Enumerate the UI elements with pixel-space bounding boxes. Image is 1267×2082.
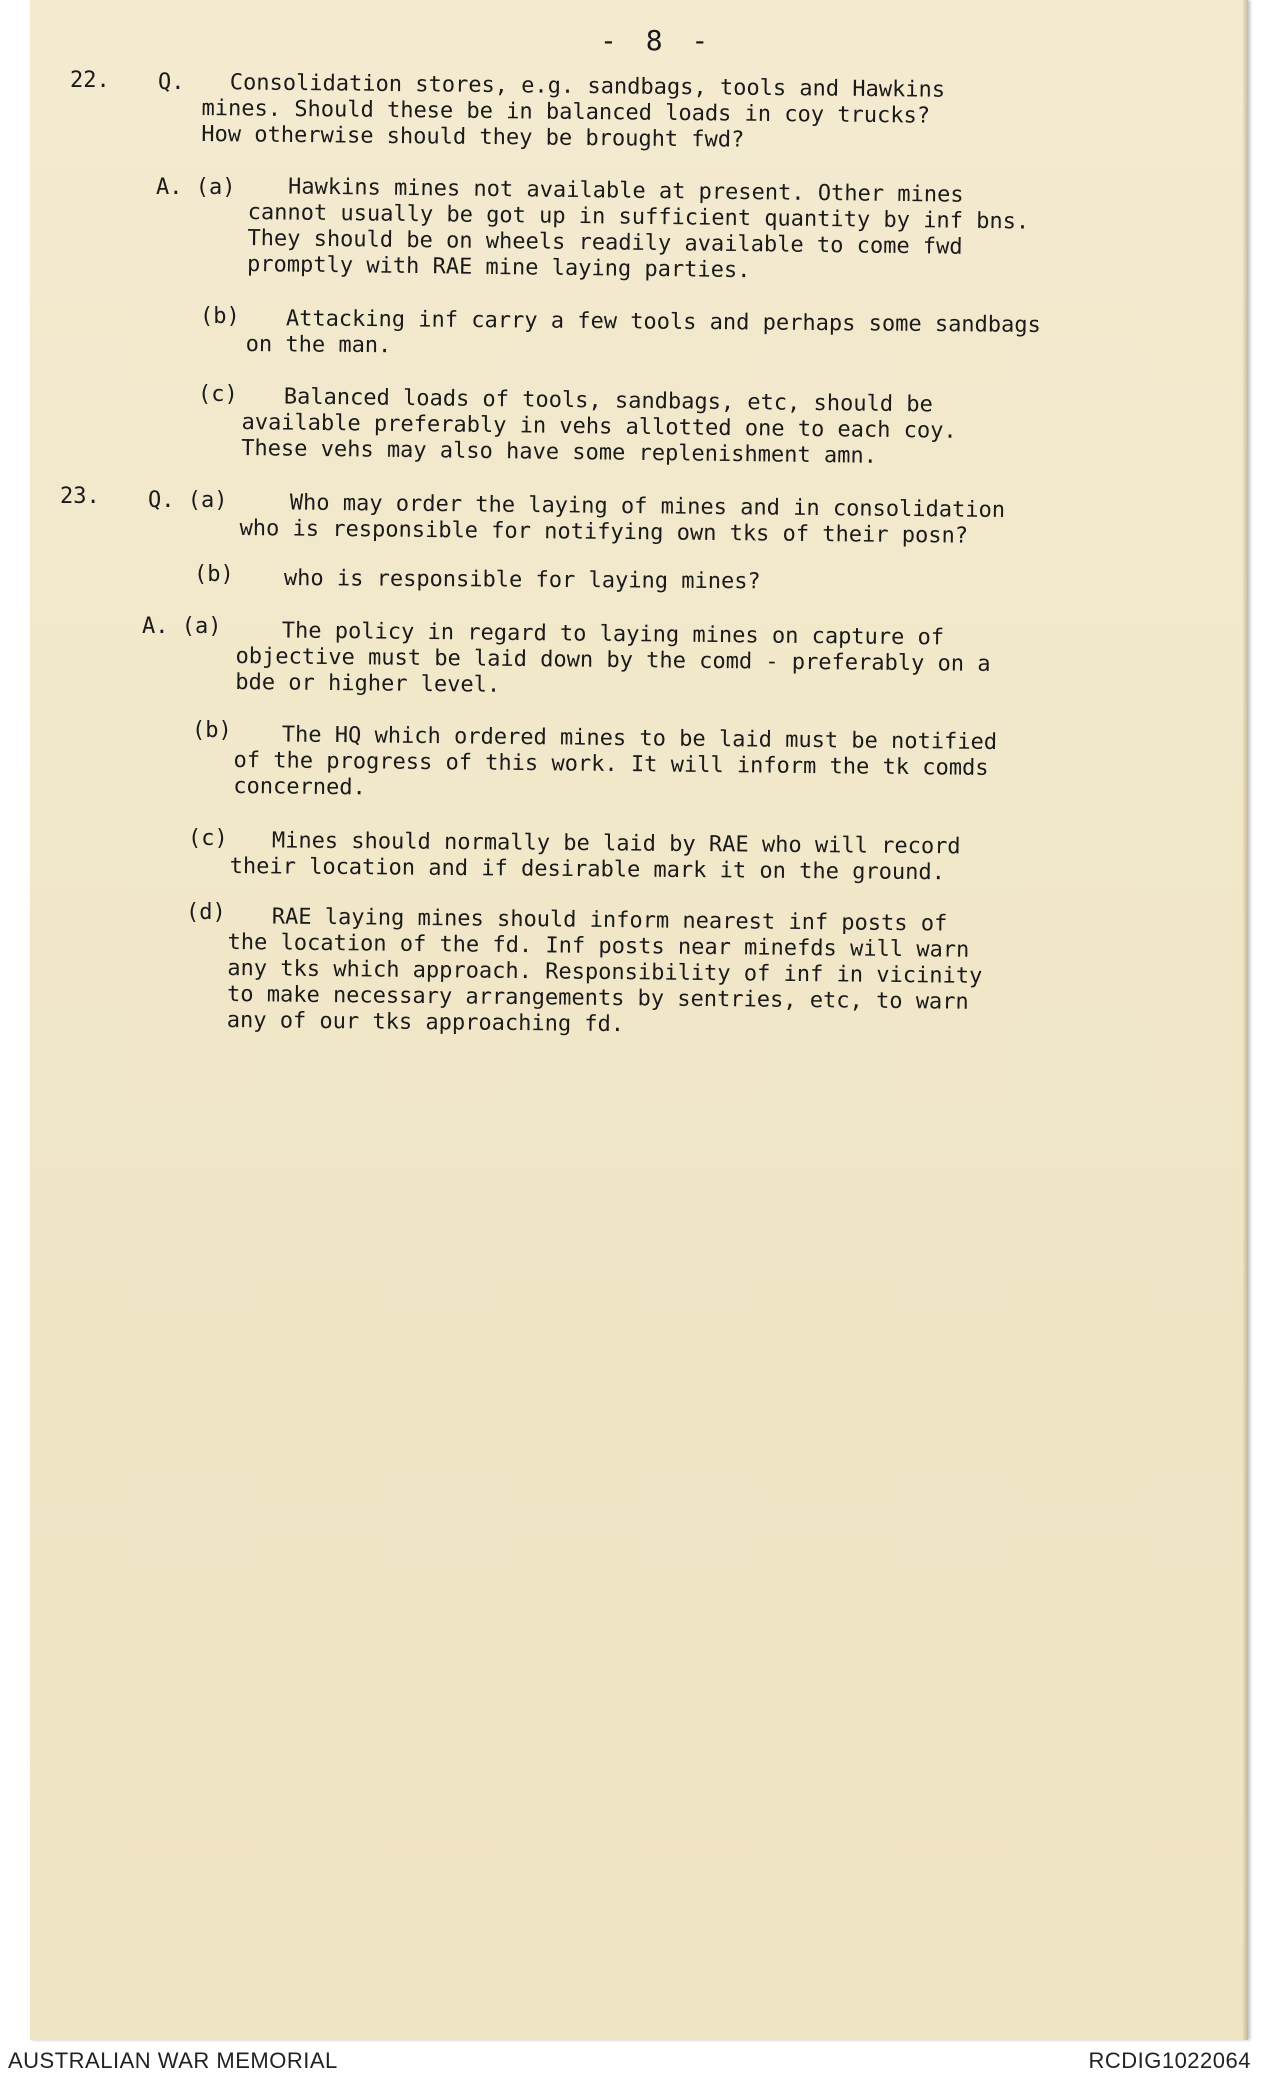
answer-line: promptly with RAE mine laying parties. (246, 251, 751, 284)
question-marker: Q. (158, 70, 185, 95)
answer-line: They should be on wheels readily available to come fwd (247, 225, 963, 260)
question-line: who is responsible for notifying own tks of their posn? (239, 515, 969, 549)
answer-line: objective must be laid down by the comd - preferably on a (235, 643, 991, 677)
answer-line: Attacking inf carry a few tools and perhaps some sandbags (285, 306, 1041, 338)
question-marker: (b) (194, 562, 234, 587)
answer-23a-text (235, 618, 991, 704)
question-line: How otherwise should they be brought fwd? (201, 121, 745, 153)
answer-line: any tks which approach. Responsibility of inf in vicinity (227, 955, 983, 989)
answer-line: Hawkins mines not available at present. Other mines (287, 174, 964, 208)
answer-marker: (b) (192, 718, 232, 743)
archive-id: RCDIG1022064 (1088, 2048, 1251, 2073)
answer-line: to make necessary arrangements by sentries, etc, to warn (226, 981, 969, 1015)
answer-line: of the progress of this work. It will inform the tk comds (233, 747, 989, 781)
question-line: who is responsible for laying mines? (283, 566, 761, 595)
answer-line: their location and if desirable mark it on the ground. (229, 853, 945, 886)
answer-line: available preferably in vehs allotted one to each coy. (241, 409, 957, 444)
question-line: Who may order the laying of mines and in consolidation (289, 490, 1006, 524)
item-number-23: 23. (60, 484, 100, 509)
answer-22c-text (241, 384, 957, 471)
answer-marker: (b) (200, 304, 240, 329)
page-number: - 8 - (600, 24, 715, 57)
answer-23d-text (227, 904, 983, 1042)
answer-line: on the man. (245, 331, 392, 359)
item-number-22: 22. (70, 68, 110, 93)
answer-marker: A. (a) (142, 614, 222, 639)
answer-marker: A. (a) (156, 175, 236, 200)
answer-line: bde or higher level. (235, 669, 501, 698)
answer-line: Balanced loads of tools, sandbags, etc, should be (283, 384, 933, 418)
answer-line: the location of the fd. Inf posts near minefds will warn (227, 929, 970, 963)
answer-line: any of our tks approaching fd. (226, 1007, 625, 1038)
answer-23b-text (233, 722, 997, 808)
answer-23c-text (230, 828, 961, 886)
answer-marker: (d) (186, 900, 226, 925)
archive-credit: AUSTRALIAN WAR MEMORIAL (8, 2048, 338, 2073)
answer-marker: (c) (188, 826, 228, 851)
question-23b-text (284, 566, 761, 595)
question-line: Consolidation stores, e.g. sandbags, tools and Hawkins (229, 70, 946, 103)
answer-line: These vehs may also have some replenishment amn. (241, 435, 878, 469)
answer-line: RAE laying mines should inform nearest inf posts of (271, 904, 948, 937)
answer-22b-text (246, 306, 1041, 365)
question-23a-text (239, 490, 1005, 550)
question-22-text (201, 70, 945, 156)
answer-line: cannot usually be got up in sufficient quantity by inf bns. (247, 199, 1030, 235)
answer-line: The HQ which ordered mines to be laid must be notified (281, 722, 998, 755)
answer-22a-text (246, 174, 1030, 288)
document-page (30, 0, 1248, 2040)
question-marker: Q. (a) (148, 488, 228, 513)
answer-line: concerned. (233, 773, 366, 801)
question-line: mines. Should these be in balanced loads in coy trucks? (201, 95, 931, 129)
answer-line: Mines should normally be laid by RAE who will record (271, 828, 961, 860)
answer-marker: (c) (198, 382, 238, 407)
answer-line: The policy in regard to laying mines on capture of (281, 618, 945, 651)
